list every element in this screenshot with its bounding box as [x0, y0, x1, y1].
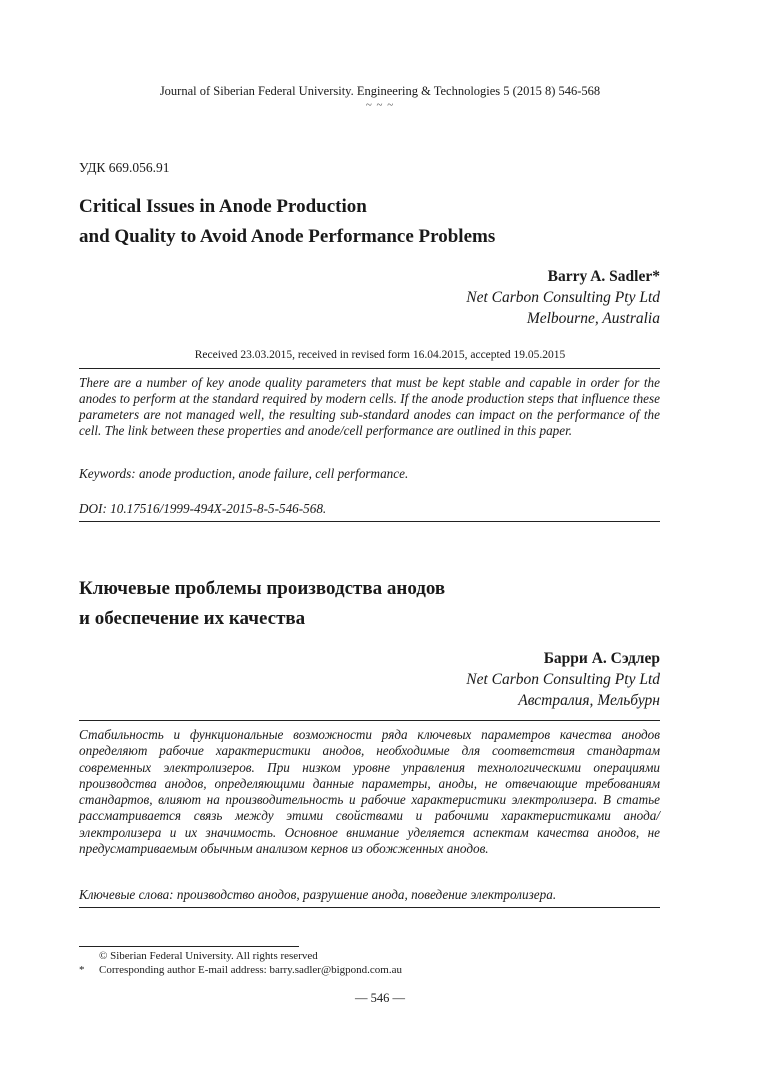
english-section-bottom-rule: [79, 521, 660, 522]
footnote-rule: [79, 946, 299, 947]
header-ornament: ~ ~ ~: [365, 99, 395, 111]
russian-author-block: [466, 648, 660, 711]
journal-header: Journal of Siberian Federal University. Engineering & Technologies 5 (2015 8) 546-568: [159, 84, 601, 98]
english-abstract: There are a number of key anode quality parameters that must be kept stable and capable in order for the anodes to perform at the standard required by modern cells. If the anode production steps that influence these parameters are not managed well, the resulting sub-standard anodes can impact on the performance of the cell. The link between these properties and anode/cell performance are outlined in this paper.: [79, 375, 660, 438]
russian-abstract-top-rule: [79, 720, 660, 721]
english-affiliation-city: Melbourne, Australia: [526, 310, 660, 327]
english-title: [79, 192, 495, 252]
russian-title: [79, 574, 445, 634]
english-affiliation-org: Net Carbon Consulting Pty Ltd: [466, 289, 660, 306]
english-author-block: [466, 266, 660, 329]
russian-title-line-2: и обеспечение их качества: [79, 608, 306, 629]
english-author-name: Barry A. Sadler*: [547, 268, 660, 285]
russian-abstract: Стабильность и функциональные возможности ряда ключевых параметров качества анодов определяют рабочие характеристики анодов, необходимые для соответствия стандартам современных электролизеров. При низком уровне управления технологическими операциями производства анодов, определяющими данные параметры, аноды, не отвечающие требованиям стандартов, влияют на производительность и рабочие характеристики электролизера. В статье рассматривается связь между этими свойствами и рабочими характеристиками анода/электролизера и их значимость. Основное внимание уделяется аспектам качества анодов, не предусматриваемым обычным анализом кернов из обожженных анодов.: [79, 727, 660, 857]
english-title-line-2: and Quality to Avoid Anode Performance Problems: [79, 226, 496, 247]
page-number: — 546 —: [355, 991, 405, 1005]
abstract-top-rule: [79, 368, 660, 369]
copyright-text: © Siberian Federal University. All rights reserved: [99, 950, 318, 962]
footnote-corresponding: [79, 964, 402, 976]
english-keywords: Keywords: anode production, anode failure, cell performance.: [79, 466, 409, 481]
russian-affiliation-org: Net Carbon Consulting Pty Ltd: [466, 671, 660, 688]
russian-section-bottom-rule: [79, 907, 660, 908]
asterisk-mark: *: [79, 964, 85, 976]
russian-author-name: Барри А. Сэдлер: [543, 650, 660, 667]
received-dates: Received 23.03.2015, received in revised form 16.04.2015, accepted 19.05.2015: [194, 349, 566, 361]
russian-keywords: Ключевые слова: производство анодов, разрушение анода, поведение электролизера.: [79, 887, 557, 902]
udk-code: УДК 669.056.91: [79, 160, 170, 175]
doi: DOI: 10.17516/1999-494X-2015-8-5-546-568.: [79, 501, 327, 516]
corresponding-author-text: Corresponding author E-mail address: barry.sadler@bigpond.com.au: [99, 964, 402, 976]
footnote-copyright: [79, 950, 318, 962]
english-title-line-1: Critical Issues in Anode Production: [79, 196, 367, 217]
russian-affiliation-city: Австралия, Мельбурн: [518, 692, 660, 709]
russian-title-line-1: Ключевые проблемы производства анодов: [79, 578, 446, 599]
